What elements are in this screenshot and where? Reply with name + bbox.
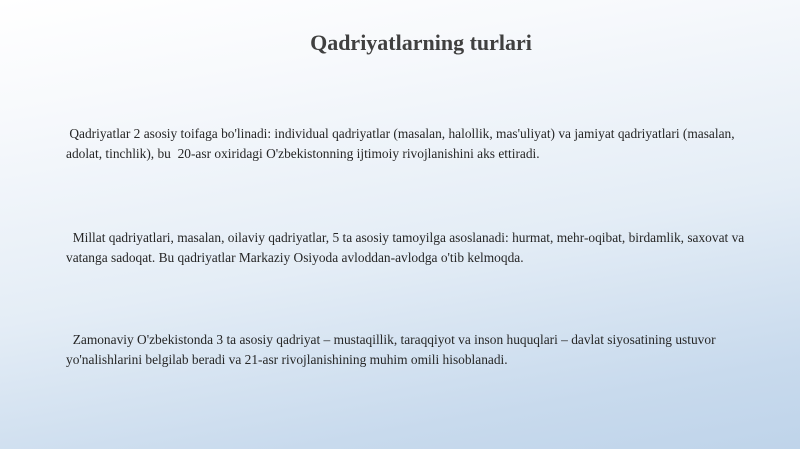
- slide-title: Qadriyatlarning turlari: [310, 30, 532, 55]
- paragraph-modern-values: Zamonaviy O'zbekistonda 3 ta asosiy qadriyat – mustaqillik, taraqqiyot va inson huquqlari – davlat siyosatining ustuvor yo'nalishlarini belgilab beradi va 21-asr rivojlanishining muhim omili hisoblanadi.: [66, 332, 719, 367]
- paragraph-national-values: Millat qadriyatlari, masalan, oilaviy qadriyatlar, 5 ta asosiy tamoyilga asoslanadi: hurmat, mehr-oqibat, birdamlik, saxovat va vatanga sadoqat. Bu qadriyatlar Markaziy Osiyoda avloddan-avlodga o'tib kelmoqda.: [66, 230, 751, 265]
- paragraph-value-categories: Qadriyatlar 2 asosiy toifaga bo'linadi: individual qadriyatlar (masalan, halollik, mas'uliyat) va jamiyat qadriyatlari (masalan, adolat, tinchlik), bu 20-asr oxiridagi O'zbekistonning ijtimoiy rivojlanishini aks ettiradi.: [66, 126, 738, 161]
